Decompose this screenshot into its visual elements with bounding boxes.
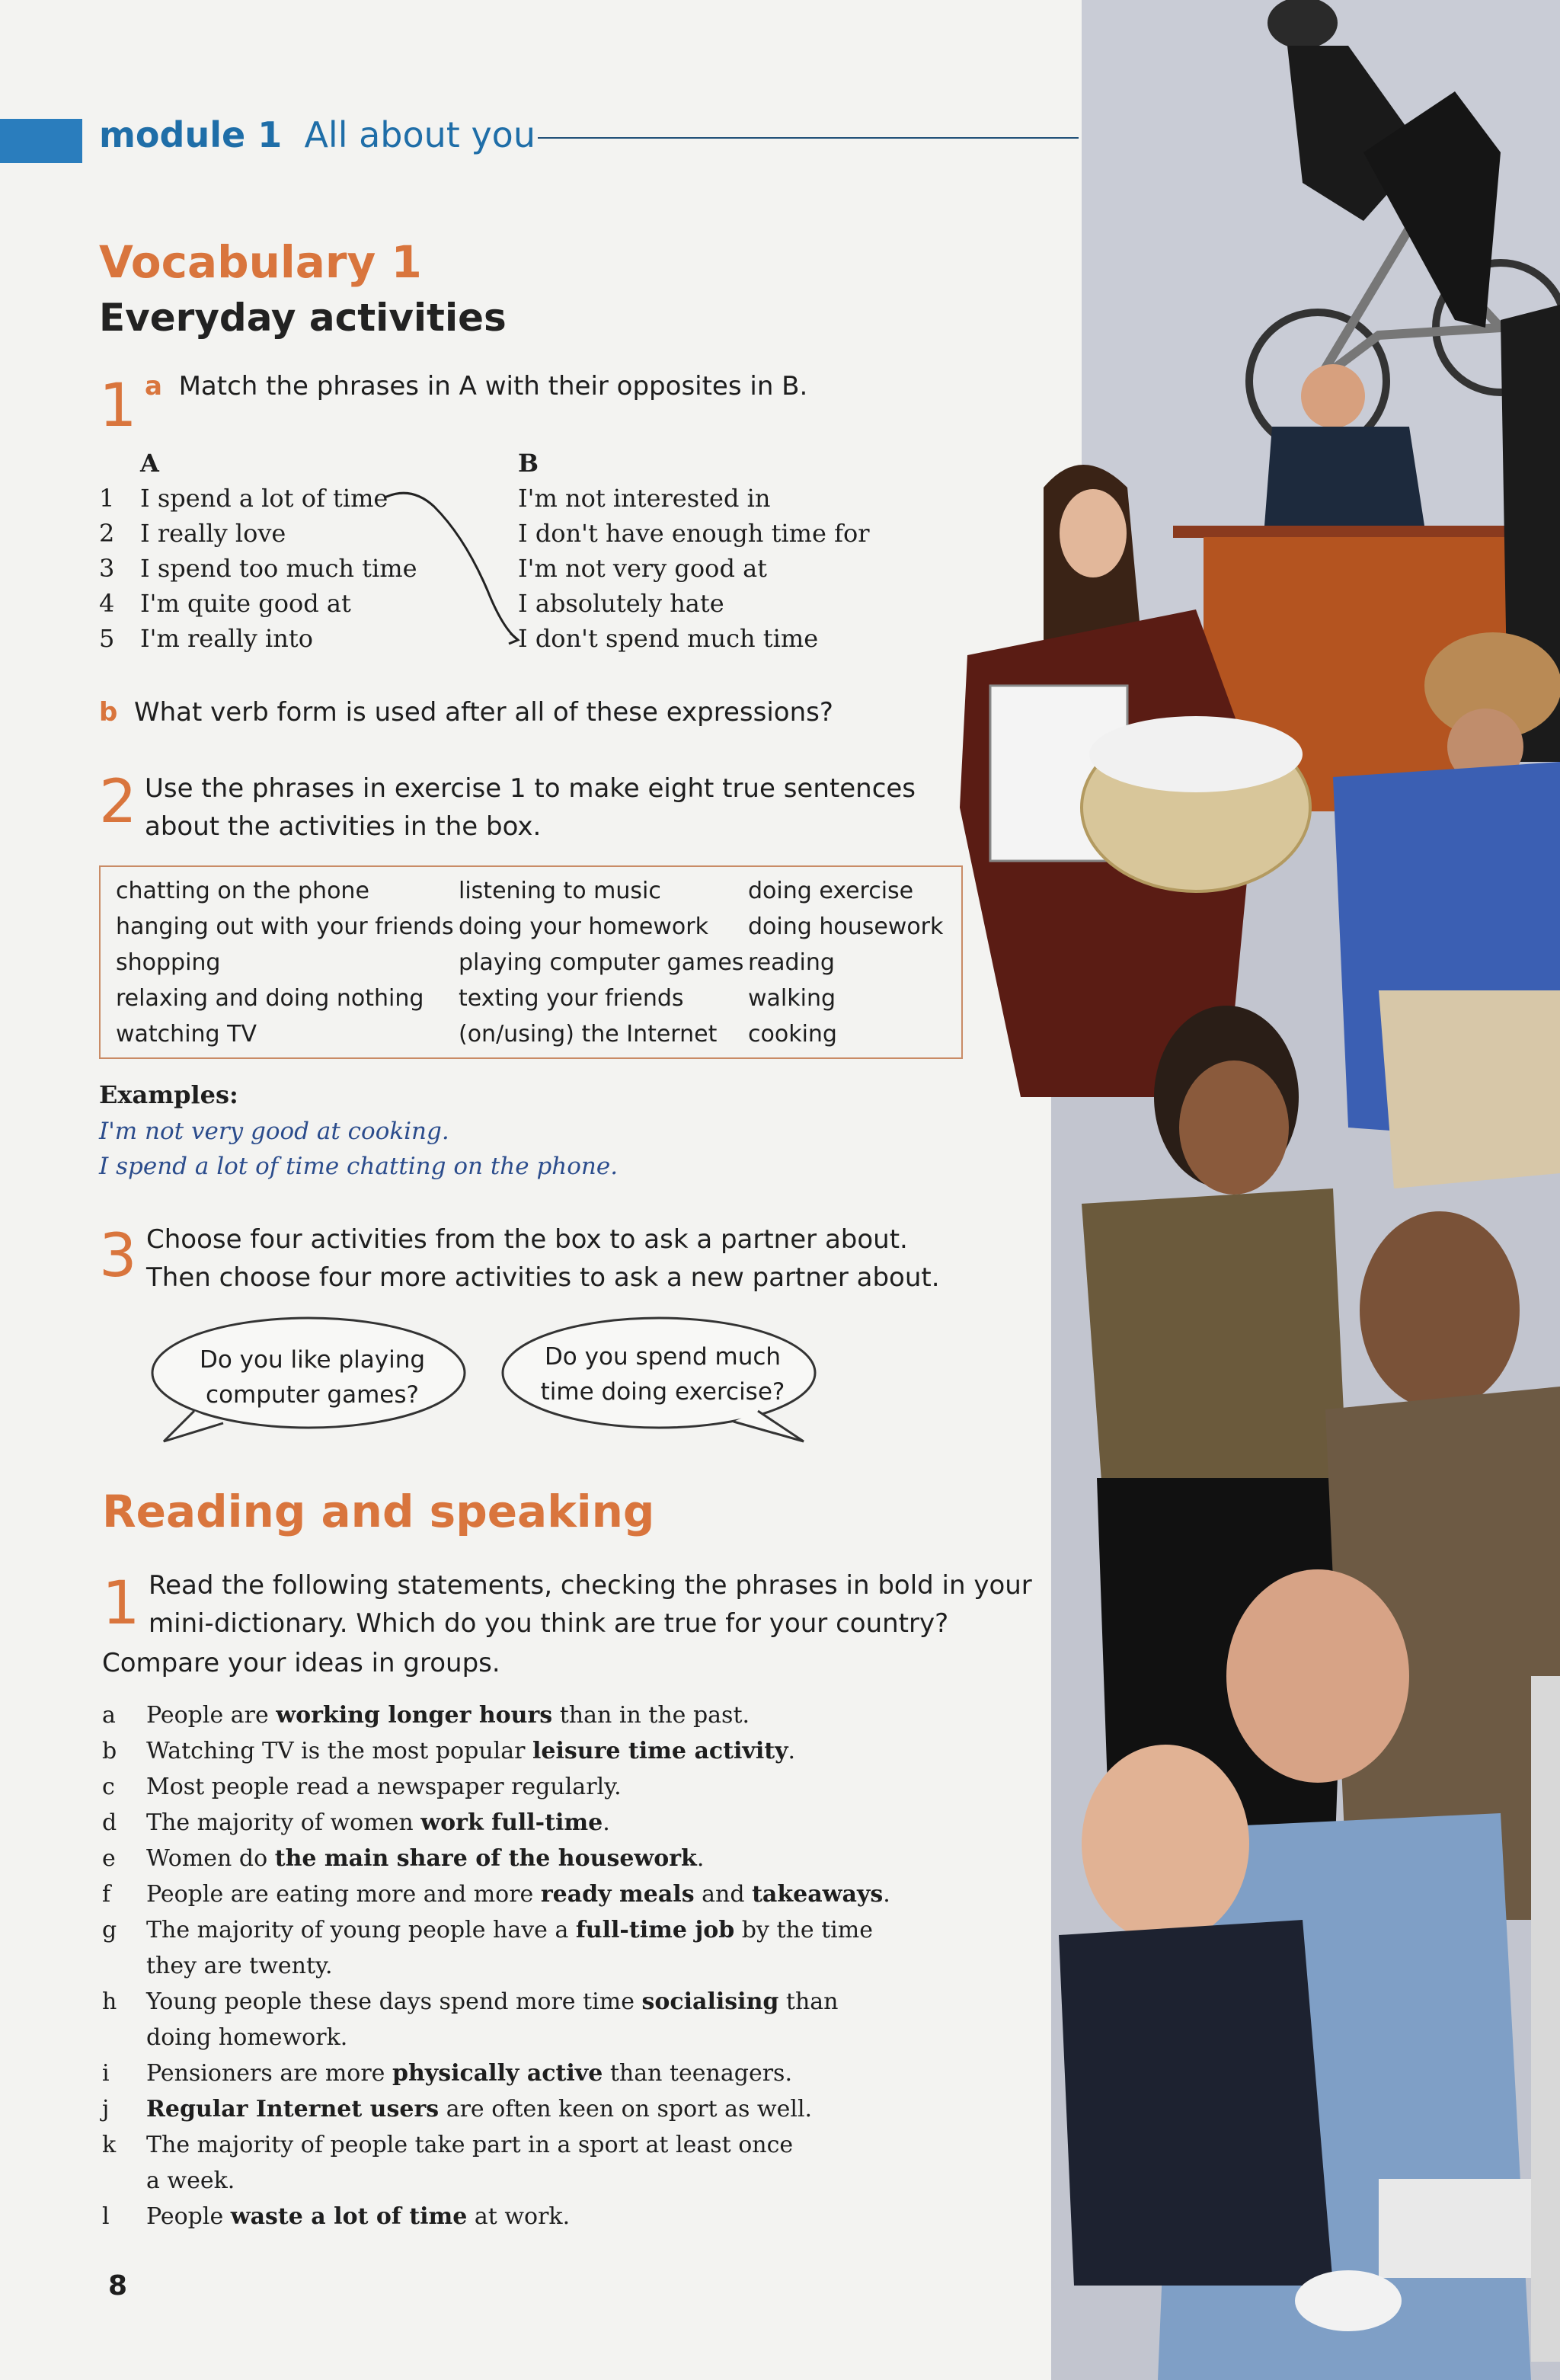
column-b [518, 446, 914, 656]
example-sentence: I'm not very good at cooking. [99, 1118, 449, 1145]
module-color-tab [0, 119, 82, 163]
instruction-text: What verb form is used after all of these expressions? [133, 697, 833, 728]
instruction-line: Then choose four more activities to ask a new partner about. [146, 1262, 940, 1293]
exercise-number: 1 [99, 372, 137, 440]
exercise-number: 3 [99, 1222, 137, 1291]
statement-j: j Regular Internet users are often keen on sport as well. [102, 2096, 813, 2122]
statements-list [102, 1697, 925, 2234]
activity: (on/using) the Internet [459, 1021, 718, 1048]
activity: doing exercise [748, 878, 914, 904]
column-b-item: I don't have enough time for [518, 519, 870, 548]
statement-h: h Young people these days spend more time socialising than [102, 1988, 839, 2015]
exercise-1b-instruction [99, 693, 833, 731]
statement-c: c Most people read a newspaper regularly. [102, 1774, 622, 1800]
activity: doing housework [748, 913, 944, 940]
activity: listening to music [459, 878, 661, 904]
column-b-item: I absolutely hate [518, 589, 724, 618]
module-number: module 1 [99, 114, 283, 155]
exercise-number: 2 [99, 768, 137, 837]
column-b-item: I don't spend much time [518, 624, 819, 653]
column-a-heading: A [140, 449, 159, 478]
column-a-item: 2 I really love [99, 519, 286, 548]
bubble-line: computer games? [206, 1381, 419, 1409]
instruction-line: about the activities in the box. [145, 811, 542, 842]
instruction-line: Choose four activities from the box to ask a partner about. [146, 1224, 908, 1255]
reading-instruction [149, 1566, 1032, 1643]
activity: shopping [116, 949, 221, 976]
reading-instruction-line3: Compare your ideas in groups. [102, 1648, 500, 1678]
statement-h-continued: doing homework. [146, 2024, 348, 2051]
activity: texting your friends [459, 985, 684, 1012]
column-a-item: 1 I spend a lot of time [99, 484, 388, 513]
module-header [99, 114, 535, 155]
activity: doing your homework [459, 913, 708, 940]
example-sentence: I spend a lot of time chatting on the phone. [99, 1153, 619, 1180]
module-title: All about you [304, 114, 535, 155]
matching-line [381, 484, 526, 659]
examples [99, 1114, 618, 1184]
statement-e: e Women do the main share of the housework. [102, 1845, 705, 1872]
instruction-text: Match the phrases in A with their opposites in B. [178, 371, 808, 401]
bubble-line: time doing exercise? [540, 1378, 785, 1406]
statement-i: i Pensioners are more physically active than teenagers. [102, 2060, 792, 2087]
exercise-1a-instruction [145, 367, 807, 405]
exercise-number: 1 [102, 1569, 140, 1638]
statement-l: l People waste a lot of time at work. [102, 2203, 571, 2230]
statement-k: k The majority of people take part in a sport at least once [102, 2132, 794, 2158]
column-a-item: 4 I'm quite good at [99, 589, 351, 618]
activity: chatting on the phone [116, 878, 369, 904]
instruction-line: Use the phrases in exercise 1 to make eight true sentences [145, 773, 916, 804]
bubble-line: Do you spend much [544, 1343, 782, 1371]
statement-g-continued: they are twenty. [146, 1953, 333, 1979]
vocabulary-subheading: Everyday activities [99, 296, 507, 340]
activity: walking [748, 985, 836, 1012]
activity: hanging out with your friends [116, 913, 454, 940]
column-b-heading: B [518, 449, 539, 478]
activity: reading [748, 949, 835, 976]
column-b-item: I'm not interested in [518, 484, 771, 513]
sub-letter: b [99, 697, 118, 728]
statement-k-continued: a week. [146, 2167, 235, 2194]
activities-column-2 [459, 873, 748, 1052]
page-number: 8 [108, 2270, 128, 2302]
activity: relaxing and doing nothing [116, 985, 424, 1012]
speech-bubble-left-text [156, 1342, 468, 1412]
statement-b: b Watching TV is the most popular leisure time activity. [102, 1738, 796, 1764]
statement-a: a People are working longer hours than in the past. [102, 1702, 750, 1729]
exercise-2-instruction [145, 769, 916, 846]
instruction-line: Read the following statements, checking the phrases in bold in your [149, 1570, 1032, 1601]
statement-f: f People are eating more and more ready meals and takeaways. [102, 1881, 890, 1908]
photo-collage [876, 0, 1560, 2380]
activities-box [99, 865, 963, 1059]
activity: playing computer games [459, 949, 744, 976]
speech-bubble-right-text [507, 1339, 819, 1409]
activities-column-1 [116, 873, 459, 1052]
bubble-line: Do you like playing [199, 1346, 426, 1374]
activity: watching TV [116, 1021, 257, 1048]
instruction-line: mini-dictionary. Which do you think are true for your country? [149, 1608, 949, 1639]
activity: cooking [748, 1021, 837, 1048]
vocabulary-heading: Vocabulary 1 [99, 236, 422, 288]
column-a-item: 3 I spend too much time [99, 554, 417, 583]
statement-d: d The majority of women work full-time. [102, 1809, 610, 1836]
examples-label: Examples: [99, 1080, 238, 1109]
sub-letter: a [145, 371, 162, 401]
reading-heading: Reading and speaking [102, 1486, 655, 1537]
exercise-3-instruction [146, 1220, 940, 1297]
column-b-item: I'm not very good at [518, 554, 768, 583]
column-a-item: 5 I'm really into [99, 624, 313, 653]
activities-column-3 [748, 873, 977, 1052]
statement-g: g The majority of young people have a full-time job by the time [102, 1917, 873, 1943]
